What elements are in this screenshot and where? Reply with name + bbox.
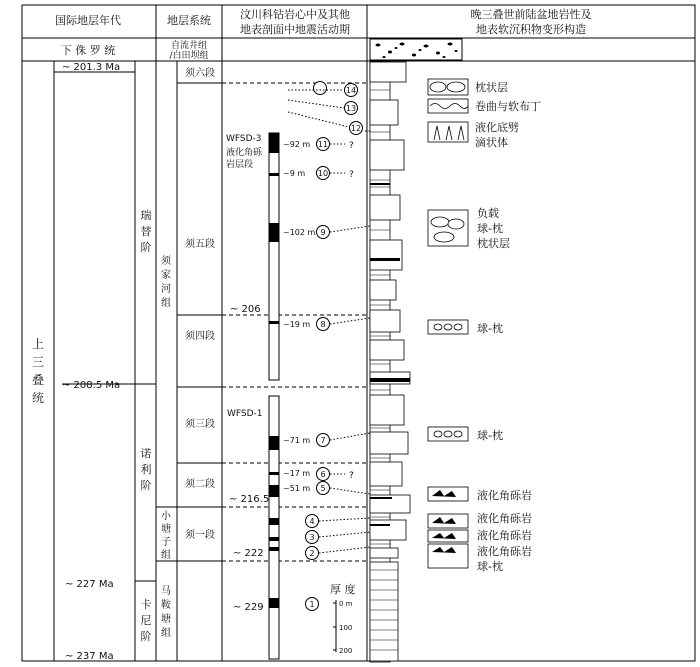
svg-text:液化角砾岩: 液化角砾岩 xyxy=(477,512,532,525)
core-wfsd3 xyxy=(269,133,279,380)
structure-labels xyxy=(475,80,541,573)
svg-text:负载: 负载 xyxy=(477,207,499,220)
svg-text:?: ? xyxy=(349,471,354,481)
svg-text:叠: 叠 xyxy=(31,373,45,387)
svg-text:100: 100 xyxy=(339,624,353,632)
svg-text:0 m: 0 m xyxy=(339,600,353,608)
svg-text:统: 统 xyxy=(31,391,45,405)
svg-text:组: 组 xyxy=(161,628,171,639)
svg-text:8: 8 xyxy=(320,320,326,329)
svg-text:3: 3 xyxy=(309,533,315,542)
member-3: 须三段 xyxy=(185,419,215,430)
jurassic-conglomerate xyxy=(370,39,462,60)
svg-text:小: 小 xyxy=(161,511,171,522)
well-wfsd3: WFSD-3 xyxy=(226,134,262,144)
svg-text:球-枕: 球-枕 xyxy=(477,429,503,442)
svg-text:~19 m: ~19 m xyxy=(283,320,311,329)
lithology-column xyxy=(370,62,410,662)
series-label xyxy=(32,336,44,405)
stage-norian xyxy=(141,446,152,492)
svg-text:上: 上 xyxy=(31,337,45,351)
grid-lines xyxy=(22,5,695,661)
svg-text:阶: 阶 xyxy=(140,479,152,492)
svg-text:~92 m: ~92 m xyxy=(283,140,311,149)
core-age-206: ~ 206 xyxy=(230,304,261,315)
svg-text:液化底劈: 液化底劈 xyxy=(475,121,519,134)
core-age-216: ~ 216.5 xyxy=(229,494,270,505)
svg-text:枕状层: 枕状层 xyxy=(477,237,510,250)
header-core-line1: 汶川科钻岩心中及其他 xyxy=(240,8,350,21)
well-wfsd1: WFSD-1 xyxy=(227,409,263,419)
svg-text:11: 11 xyxy=(317,140,329,149)
svg-text:液化角砾岩: 液化角砾岩 xyxy=(477,545,532,558)
svg-text:三: 三 xyxy=(31,355,45,369)
member-1: 须一段 xyxy=(185,530,215,541)
member-5: 须五段 xyxy=(185,239,215,250)
svg-text:尼: 尼 xyxy=(140,614,152,627)
svg-text:?: ? xyxy=(349,141,354,151)
core-age-222: ~ 222 xyxy=(233,548,264,559)
svg-text:液化角砾岩: 液化角砾岩 xyxy=(477,489,532,502)
jurassic-formation-line2: /白田坝组 xyxy=(169,51,209,61)
svg-text:子: 子 xyxy=(161,537,171,548)
svg-text:瑞: 瑞 xyxy=(140,209,152,222)
svg-text:~9 m: ~9 m xyxy=(283,169,306,178)
svg-text:4: 4 xyxy=(309,517,315,526)
thickness-labels xyxy=(283,140,316,493)
formation-xiaotangzi xyxy=(161,509,172,561)
svg-text:卡: 卡 xyxy=(140,598,152,611)
svg-text:200: 200 xyxy=(339,647,353,655)
svg-text:9: 9 xyxy=(320,228,326,237)
member-4: 须四段 xyxy=(185,331,215,342)
svg-text:2: 2 xyxy=(309,549,315,558)
svg-text:卷曲与软布丁: 卷曲与软布丁 xyxy=(475,100,541,113)
stage-rhaetian xyxy=(141,208,152,254)
svg-text:河: 河 xyxy=(161,284,171,295)
svg-text:枕状层: 枕状层 xyxy=(475,81,508,94)
svg-text:球-枕: 球-枕 xyxy=(477,322,503,335)
svg-text:14: 14 xyxy=(345,86,357,95)
svg-text:塘: 塘 xyxy=(161,524,171,535)
svg-text:5: 5 xyxy=(320,484,326,493)
svg-text:1: 1 xyxy=(309,600,315,609)
header-core-line2: 地表剖面中地震活动期 xyxy=(240,23,350,36)
stage-carnian xyxy=(141,597,152,643)
header-lith-line1: 晚三叠世前陆盆地岩性及 xyxy=(470,8,592,21)
svg-text:~102 m: ~102 m xyxy=(283,228,316,237)
core-wfsd1 xyxy=(269,396,279,659)
svg-text:?: ? xyxy=(349,170,354,180)
svg-text:~71 m: ~71 m xyxy=(283,436,311,445)
svg-text:阶: 阶 xyxy=(140,630,152,643)
question-marks xyxy=(349,141,354,481)
member-6: 须六段 xyxy=(185,68,215,79)
age-201: ~ 201.3 Ma xyxy=(62,62,121,73)
well-wfsd3-note2: 岩层段 xyxy=(226,160,254,170)
svg-text:鞍: 鞍 xyxy=(161,600,171,611)
svg-text:家: 家 xyxy=(161,270,171,281)
svg-text:利: 利 xyxy=(140,463,152,476)
svg-text:马: 马 xyxy=(161,586,171,597)
svg-text:球-枕: 球-枕 xyxy=(477,222,503,235)
svg-text:~17 m: ~17 m xyxy=(283,469,311,478)
svg-text:诺: 诺 xyxy=(140,447,152,460)
header-lith-line2: 地表软沉积物变形构造 xyxy=(476,23,586,36)
svg-text:6: 6 xyxy=(320,470,326,479)
svg-text:滴状体: 滴状体 xyxy=(475,136,508,149)
well-wfsd3-note1: 液化角砾 xyxy=(226,148,263,158)
svg-text:10: 10 xyxy=(317,169,329,178)
formation-maantang xyxy=(161,585,172,639)
svg-text:厚 度: 厚 度 xyxy=(330,583,356,596)
core-age-229: ~ 229 xyxy=(233,602,264,613)
age-208: ~ 208.5 Ma xyxy=(62,380,121,391)
svg-text:塘: 塘 xyxy=(161,614,171,625)
svg-text:13: 13 xyxy=(345,104,357,113)
svg-text:阶: 阶 xyxy=(140,241,152,254)
svg-text:液化角砾岩: 液化角砾岩 xyxy=(477,529,532,542)
jurassic-label: 下 侏 罗 统 xyxy=(60,44,116,57)
jurassic-formation-line1: 自流井组 xyxy=(170,41,208,51)
header-international: 国际地层年代 xyxy=(55,14,121,27)
svg-text:~51 m: ~51 m xyxy=(283,484,311,493)
formation-xujiahe xyxy=(161,254,172,309)
event-markers xyxy=(306,82,363,611)
svg-text:球-枕: 球-枕 xyxy=(477,560,503,573)
svg-text:7: 7 xyxy=(320,436,326,445)
svg-text:须: 须 xyxy=(161,256,171,267)
header-system: 地层系统 xyxy=(167,14,211,27)
svg-text:组: 组 xyxy=(161,550,171,561)
svg-text:组: 组 xyxy=(161,298,171,309)
svg-text:12: 12 xyxy=(350,124,362,133)
age-227: ~ 227 Ma xyxy=(65,579,114,590)
svg-text:替: 替 xyxy=(140,225,152,238)
thickness-scale xyxy=(330,582,356,655)
member-2: 须二段 xyxy=(185,479,215,490)
event-numbers xyxy=(309,86,361,609)
age-237: ~ 237 Ma xyxy=(65,651,114,662)
